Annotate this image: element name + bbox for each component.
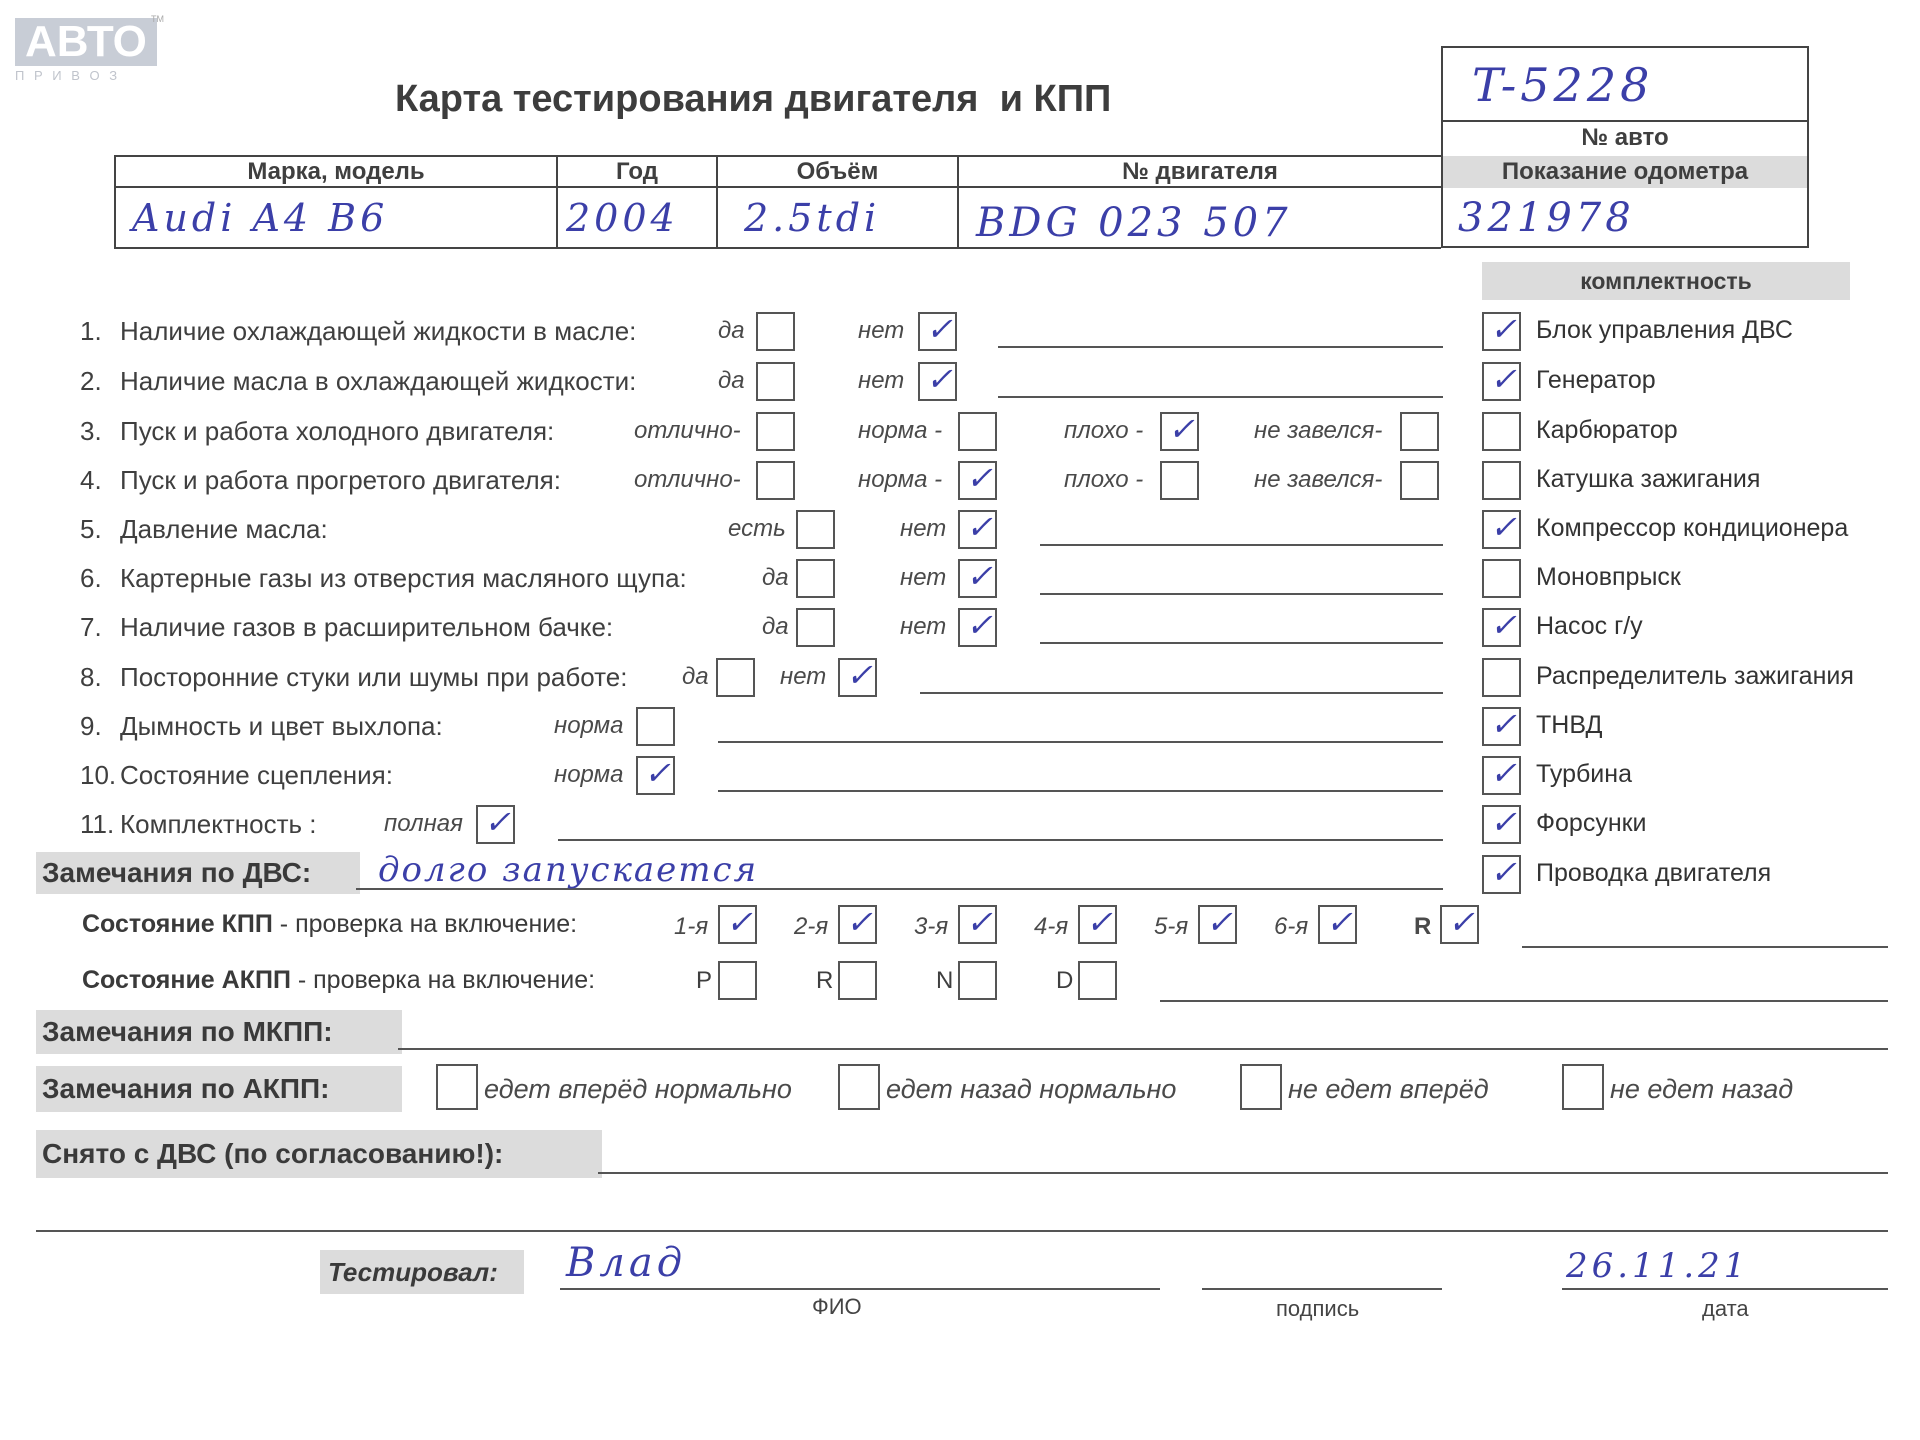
check-option-label: да: [762, 613, 789, 640]
check-row-label: Комплектность :: [120, 809, 317, 839]
mkpp-remarks-line[interactable]: [398, 1048, 1888, 1050]
kpp-gear-label: 1-я: [674, 913, 709, 940]
completeness-item-label: Насос г/у: [1536, 612, 1643, 640]
akpp-gear-box[interactable]: [958, 961, 997, 1000]
akpp-remarks-option-box[interactable]: [1240, 1064, 1282, 1110]
check-row-number: 6.: [80, 563, 102, 593]
check-row-label: Дымность и цвет выхлопа:: [120, 711, 443, 741]
tester-signature-line[interactable]: [1202, 1288, 1442, 1290]
akpp-remarks-option-box[interactable]: [1562, 1064, 1604, 1110]
check-row-label: Состояние сцепления:: [120, 760, 393, 790]
check-row-label: Пуск и работа прогретого двигателя:: [120, 465, 561, 495]
check-option-label: норма -: [858, 417, 943, 444]
header-table-divider: [114, 186, 1441, 188]
check-option-label: да: [718, 317, 745, 344]
check-option-box[interactable]: [1400, 461, 1439, 500]
check-option-label: нет: [858, 367, 905, 394]
check-row-line[interactable]: [1040, 642, 1443, 644]
akpp-label-bold: Состояние АКПП: [82, 966, 291, 994]
akpp-line[interactable]: [1160, 1000, 1888, 1002]
completeness-box-check-icon: ✓: [1490, 853, 1517, 891]
check-option-box[interactable]: [796, 559, 835, 598]
check-option-label: полная: [384, 810, 463, 837]
completeness-box-check-icon: ✓: [1490, 606, 1517, 644]
check-option-box[interactable]: [636, 707, 675, 746]
check-option-box-check-icon: ✓: [846, 656, 873, 694]
check-option-box-check-icon: ✓: [484, 803, 511, 841]
check-row-label: Пуск и работа холодного двигателя:: [120, 416, 555, 446]
kpp-label-bold: Состояние КПП: [82, 910, 273, 938]
akpp-remarks-option-box[interactable]: [838, 1064, 880, 1110]
check-option-box[interactable]: [636, 756, 675, 795]
logo-box: [15, 18, 157, 66]
kpp-gear-label: 3-я: [914, 913, 949, 940]
kpp-gear-box-check-icon: ✓: [726, 903, 753, 941]
check-option-box[interactable]: [1160, 412, 1199, 451]
kpp-gear-box[interactable]: [1440, 905, 1479, 944]
check-option-box[interactable]: [756, 312, 795, 351]
check-option-box-check-icon: ✓: [966, 459, 993, 497]
check-option-label: есть: [728, 515, 786, 542]
check-option-label: плохо -: [1064, 417, 1144, 444]
akpp-remarks-option-box[interactable]: [436, 1064, 478, 1110]
tester-name: Влад: [566, 1240, 687, 1286]
kpp-gear-label: R: [1414, 913, 1432, 940]
kpp-label-rest: - проверка на включение:: [272, 910, 578, 938]
value-year: 2004: [566, 196, 679, 240]
completeness-item-label: Моновпрыск: [1536, 563, 1681, 591]
kpp-label: [82, 910, 577, 939]
logo-tm: TM: [151, 14, 164, 24]
check-row-label: Наличие охлаждающей жидкости в масле:: [120, 316, 637, 346]
check-option-box-check-icon: ✓: [926, 360, 953, 398]
odometer-label: Показание одометра: [1443, 156, 1807, 188]
check-option-label: да: [762, 564, 789, 591]
check-row-line[interactable]: [718, 741, 1443, 743]
akpp-label: [82, 966, 595, 995]
completeness-box[interactable]: [1482, 559, 1521, 598]
check-row-label: Давление масла:: [120, 514, 328, 544]
completeness-item-label: Распределитель зажигания: [1536, 662, 1854, 690]
akpp-gear-box[interactable]: [718, 961, 757, 1000]
tester-date: 26.11.21: [1566, 1246, 1750, 1286]
odometer-value: 321978: [1458, 195, 1635, 241]
check-row-number: 11.: [80, 809, 115, 839]
akpp-remarks-option-label: едет назад нормально: [886, 1074, 1177, 1104]
check-option-label: норма: [554, 712, 624, 739]
akpp-gear-label: N: [936, 967, 954, 994]
dvs-remarks-value: долго запускается: [378, 850, 759, 890]
kpp-line[interactable]: [1522, 946, 1888, 948]
caption-signature: подпись: [1276, 1296, 1360, 1321]
caption-fio: ФИО: [812, 1294, 862, 1319]
check-option-label: не завелся-: [1254, 466, 1383, 493]
akpp-gear-box[interactable]: [1078, 961, 1117, 1000]
completeness-box[interactable]: [1482, 461, 1521, 500]
check-option-box-check-icon: ✓: [966, 508, 993, 546]
check-row-line[interactable]: [718, 790, 1443, 792]
col-engine-number: № двигателя: [1122, 158, 1278, 185]
removed-label: Снято с ДВС (по согласованию!):: [36, 1130, 602, 1178]
completeness-box[interactable]: [1482, 312, 1521, 351]
logo-subtitle: П Р И В О З: [15, 68, 121, 83]
completeness-item-label: Генератор: [1536, 366, 1656, 394]
completeness-box[interactable]: [1482, 658, 1521, 697]
check-option-box-check-icon: ✓: [1168, 410, 1195, 448]
kpp-gear-label: 6-я: [1274, 913, 1309, 940]
check-option-box-check-icon: ✓: [966, 557, 993, 595]
kpp-gear-box[interactable]: [838, 905, 877, 944]
check-option-box[interactable]: [796, 510, 835, 549]
completeness-item-label: Компрессор кондиционера: [1536, 514, 1849, 542]
kpp-gear-label: 4-я: [1034, 913, 1069, 940]
value-make-model: Audi A4 B6: [132, 196, 389, 240]
akpp-label-rest: - проверка на включение:: [290, 966, 596, 994]
kpp-gear-box-check-icon: ✓: [966, 903, 993, 941]
completeness-item-label: Форсунки: [1536, 809, 1647, 837]
check-row-label: Наличие масла в охлаждающей жидкости:: [120, 366, 637, 396]
check-option-box[interactable]: [756, 362, 795, 401]
kpp-gear-label: 5-я: [1154, 913, 1189, 940]
page-title: Карта тестирования двигателя и КПП: [395, 78, 1112, 120]
completeness-box-check-icon: ✓: [1490, 310, 1517, 348]
akpp-remarks-option-label: едет вперёд нормально: [484, 1074, 792, 1104]
check-row-number: 5.: [80, 514, 102, 544]
akpp-gear-label: D: [1056, 967, 1074, 994]
kpp-gear-box-check-icon: ✓: [1326, 903, 1353, 941]
check-option-box[interactable]: [796, 608, 835, 647]
akpp-gear-label: P: [696, 967, 713, 994]
check-option-box[interactable]: [1160, 461, 1199, 500]
tester-date-line[interactable]: [1562, 1288, 1888, 1290]
completeness-item-label: Блок управления ДВС: [1536, 316, 1793, 344]
check-option-box-check-icon: ✓: [644, 754, 671, 792]
value-engine-number: BDG 023 507: [976, 200, 1292, 246]
check-row-number: 9.: [80, 711, 102, 741]
completeness-box-check-icon: ✓: [1490, 754, 1517, 792]
check-option-box[interactable]: [716, 658, 755, 697]
check-row-line[interactable]: [558, 839, 1443, 841]
check-option-label: не завелся-: [1254, 417, 1383, 444]
check-option-box[interactable]: [756, 461, 795, 500]
check-option-label: норма -: [858, 466, 943, 493]
corner-divider: [1441, 120, 1809, 122]
check-option-label: отлично-: [634, 417, 741, 444]
completeness-box[interactable]: [1482, 707, 1521, 746]
removed-line[interactable]: [598, 1172, 1888, 1174]
check-option-label: нет: [780, 663, 827, 690]
kpp-gear-box[interactable]: [1198, 905, 1237, 944]
col-make-model: Марка, модель: [247, 158, 425, 185]
completeness-box-check-icon: ✓: [1490, 360, 1517, 398]
check-option-label: нет: [900, 515, 947, 542]
check-row-number: 4.: [80, 465, 102, 495]
check-option-box[interactable]: [838, 658, 877, 697]
completeness-box[interactable]: [1482, 608, 1521, 647]
col-year: Год: [616, 158, 658, 185]
extra-line[interactable]: [36, 1230, 1888, 1232]
check-option-label: да: [682, 663, 709, 690]
caption-date: дата: [1702, 1296, 1749, 1321]
check-option-label: нет: [900, 564, 947, 591]
check-option-label: отлично-: [634, 466, 741, 493]
kpp-gear-label: 2-я: [794, 913, 829, 940]
check-row-number: 10.: [80, 760, 117, 790]
completeness-item-label: Карбюратор: [1536, 416, 1678, 444]
completeness-item-label: Проводка двигателя: [1536, 859, 1772, 887]
completeness-item-label: Турбина: [1536, 760, 1632, 788]
check-option-box[interactable]: [958, 461, 997, 500]
check-row-label: Посторонние стуки или шумы при работе:: [120, 662, 628, 692]
check-option-label: плохо -: [1064, 466, 1144, 493]
check-option-box-check-icon: ✓: [926, 310, 953, 348]
check-row-label: Картерные газы из отверстия масляного щупа:: [120, 563, 687, 593]
check-option-box[interactable]: [756, 412, 795, 451]
check-row-number: 1.: [80, 316, 102, 346]
completeness-box-check-icon: ✓: [1490, 508, 1517, 546]
check-option-box[interactable]: [1400, 412, 1439, 451]
kpp-gear-box[interactable]: [718, 905, 757, 944]
completeness-box-check-icon: ✓: [1490, 803, 1517, 841]
dvs-remarks-label: Замечания по ДВС:: [36, 852, 360, 894]
completeness-box[interactable]: [1482, 805, 1521, 844]
check-row-label: Наличие газов в расширительном бачке:: [120, 612, 614, 642]
check-option-box[interactable]: [958, 412, 997, 451]
check-option-box[interactable]: [958, 510, 997, 549]
kpp-gear-box[interactable]: [1318, 905, 1357, 944]
check-row-number: 8.: [80, 662, 102, 692]
tester-label: Тестировал:: [320, 1250, 524, 1294]
check-row-line[interactable]: [998, 346, 1443, 348]
kpp-gear-box-check-icon: ✓: [1086, 903, 1113, 941]
logo-text: АВТО: [25, 17, 147, 66]
completeness-item-label: ТНВД: [1536, 711, 1603, 739]
check-option-label: норма: [554, 761, 624, 788]
mkpp-remarks-label: Замечания по МКПП:: [36, 1010, 402, 1054]
check-option-label: нет: [858, 317, 905, 344]
logo: [15, 14, 164, 83]
check-option-box[interactable]: [918, 362, 957, 401]
akpp-gear-box[interactable]: [838, 961, 877, 1000]
vehicle-number-handwritten: T-5228: [1472, 58, 1654, 112]
akpp-gear-label: R: [816, 967, 834, 994]
check-option-label: нет: [900, 613, 947, 640]
check-row-number: 7.: [80, 612, 102, 642]
completeness-box[interactable]: [1482, 362, 1521, 401]
check-option-box[interactable]: [918, 312, 957, 351]
col-volume: Объём: [796, 158, 879, 185]
akpp-remarks-label: Замечания по АКПП:: [36, 1066, 402, 1112]
completeness-box[interactable]: [1482, 412, 1521, 451]
kpp-gear-box[interactable]: [958, 905, 997, 944]
akpp-remarks-option-label: не едет вперёд: [1288, 1074, 1489, 1104]
kpp-gear-box-check-icon: ✓: [1206, 903, 1233, 941]
completeness-box[interactable]: [1482, 855, 1521, 894]
kpp-gear-box-check-icon: ✓: [1448, 903, 1475, 941]
completeness-box[interactable]: [1482, 510, 1521, 549]
kpp-gear-box-check-icon: ✓: [846, 903, 873, 941]
tester-name-line[interactable]: [560, 1288, 1160, 1290]
check-option-box[interactable]: [476, 805, 515, 844]
check-row-line[interactable]: [920, 692, 1443, 694]
completeness-box[interactable]: [1482, 756, 1521, 795]
kpp-gear-box[interactable]: [1078, 905, 1117, 944]
check-option-box[interactable]: [958, 608, 997, 647]
vehicle-number-label: № авто: [1581, 124, 1669, 151]
check-row-line[interactable]: [998, 396, 1443, 398]
check-row-line[interactable]: [1040, 593, 1443, 595]
akpp-remarks-option-label: не едет назад: [1610, 1074, 1794, 1104]
check-option-box[interactable]: [958, 559, 997, 598]
completeness-title: комплектность: [1482, 262, 1850, 300]
value-volume: 2.5tdi: [744, 196, 881, 240]
completeness-box-check-icon: ✓: [1490, 705, 1517, 743]
check-option-label: да: [718, 367, 745, 394]
check-row-number: 2.: [80, 366, 102, 396]
check-option-box-check-icon: ✓: [966, 606, 993, 644]
check-row-number: 3.: [80, 416, 102, 446]
completeness-item-label: Катушка зажигания: [1536, 465, 1761, 493]
check-row-line[interactable]: [1040, 544, 1443, 546]
